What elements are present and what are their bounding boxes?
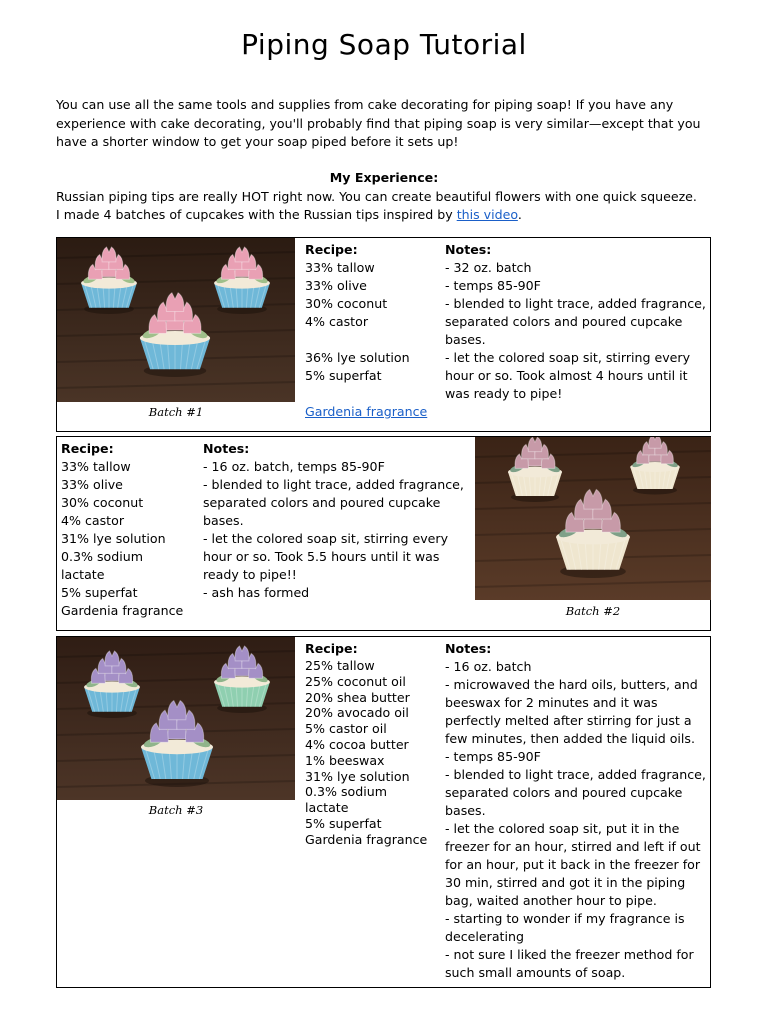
recipe-line: 4% castor <box>61 513 125 528</box>
page-title: Piping Soap Tutorial <box>241 28 527 61</box>
note-line: for an hour, put it back in the freezer for <box>445 857 701 872</box>
batch-1-box <box>56 237 711 432</box>
recipe-line: 31% lye solution <box>61 531 166 546</box>
experience-heading: My Experience: <box>329 170 439 185</box>
note-line: bases. <box>445 803 486 818</box>
note-line: - blended to light trace, added fragrance, <box>203 477 464 492</box>
intro-line: experience with cake decorating, you'll probably find that piping soap is very similar—except that you <box>56 115 701 131</box>
batch-2-recipe <box>61 440 201 620</box>
recipe-spacer <box>305 331 440 349</box>
recipe-line: 33% olive <box>61 477 123 492</box>
note-line: was ready to pipe! <box>445 386 563 401</box>
note-line: bag, waited another hour to pipe. <box>445 893 657 908</box>
note-line: beeswax for 2 minutes and it was <box>445 695 658 710</box>
note-line: separated colors and poured cupcake <box>445 785 683 800</box>
recipe-heading: Recipe: <box>305 641 358 656</box>
note-line: - temps 85-90F <box>445 749 541 764</box>
recipe-line: lactate <box>305 800 349 816</box>
note-line: 30 min, stirred and got it in the piping <box>445 875 686 890</box>
recipe-line: 33% tallow <box>61 459 131 474</box>
note-line: ready to pipe!! <box>203 567 297 582</box>
mauve-soap-cupcakes-photo <box>475 437 711 600</box>
note-line: - blended to light trace, added fragrance, <box>445 296 706 311</box>
note-line: - 32 oz. batch <box>445 260 532 275</box>
recipe-line: 5% superfat <box>305 815 382 831</box>
recipe-line: 4% cocoa butter <box>305 736 409 752</box>
notes-heading: Notes: <box>203 441 250 456</box>
recipe-line: 33% olive <box>305 278 367 293</box>
intro-paragraph <box>56 96 716 152</box>
gardenia-fragrance-link[interactable]: Gardenia fragrance <box>305 404 428 419</box>
batch-1-caption: Batch #1 <box>148 405 204 419</box>
recipe-line: 1% beeswax <box>305 752 385 768</box>
recipe-line: 36% lye solution <box>305 350 410 365</box>
batch-2-notes <box>203 440 473 602</box>
note-line: - let the colored soap sit, stirring every <box>203 531 449 546</box>
recipe-line: 30% coconut <box>305 296 388 311</box>
note-line: hour or so. Took almost 4 hours until it <box>445 368 688 383</box>
note-line: perfectly melted after stirring for just a <box>445 713 692 728</box>
note-line: - not sure I liked the freezer method for <box>445 947 694 962</box>
recipe-line: 20% shea butter <box>305 689 410 705</box>
note-line: bases. <box>445 332 486 347</box>
note-line: separated colors and poured cupcake <box>203 495 441 510</box>
recipe-line: 20% avocado oil <box>305 705 409 721</box>
recipe-line: 0.3% sodium <box>61 549 144 564</box>
recipe-line: 30% coconut <box>61 495 144 510</box>
note-line: - blended to light trace, added fragrance, <box>445 767 706 782</box>
note-line: such small amounts of soap. <box>445 965 626 980</box>
batch-3-recipe <box>305 640 440 848</box>
recipe-line: 31% lye solution <box>305 768 410 784</box>
note-line: few minutes, then added the liquid oils. <box>445 731 695 746</box>
recipe-line: 25% tallow <box>305 658 375 673</box>
intro-line: have a shorter window to get your soap piped before it sets up! <box>56 134 459 149</box>
recipe-heading: Recipe: <box>61 441 114 456</box>
note-line: - starting to wonder if my fragrance is <box>445 911 685 926</box>
recipe-line: 33% tallow <box>305 260 375 275</box>
purple-soap-cupcakes-photo <box>57 637 295 800</box>
note-line: - 16 oz. batch <box>445 659 532 674</box>
experience-text: I made 4 batches of cupcakes with the Russian tips inspired by <box>56 207 457 222</box>
note-line: decelerating <box>445 929 524 944</box>
batch-3-caption: Batch #3 <box>148 803 204 817</box>
recipe-line: Gardenia fragrance <box>305 831 428 847</box>
experience-period: . <box>517 207 522 222</box>
batch-1-recipe <box>305 241 440 421</box>
note-line: - microwaved the hard oils, butters, and <box>445 677 698 692</box>
experience-line <box>56 206 726 224</box>
note-line: - 16 oz. batch, temps 85-90F <box>203 459 385 474</box>
recipe-heading: Recipe: <box>305 242 358 257</box>
note-line: bases. <box>203 513 244 528</box>
note-line: - let the colored soap sit, put it in the <box>445 821 680 836</box>
recipe-line: Gardenia fragrance <box>61 603 184 618</box>
notes-heading: Notes: <box>445 242 492 257</box>
recipe-line: lactate <box>61 567 105 582</box>
intro-line: You can use all the same tools and supplies from cake decorating for piping soap! If you have any <box>56 97 674 112</box>
experience-line: Russian piping tips are really HOT right now. You can create beautiful flowers with one quick squeeze. <box>56 189 697 204</box>
batch-3-notes <box>445 640 710 982</box>
this-video-link[interactable]: this video <box>456 207 518 222</box>
recipe-spacer <box>305 385 440 403</box>
experience-paragraph <box>56 188 726 224</box>
note-line: - let the colored soap sit, stirring every <box>445 350 691 365</box>
note-line: freezer for an hour, stirred and left if out <box>445 839 701 854</box>
batch-2-caption: Batch #2 <box>565 604 621 618</box>
batch-2-box <box>56 436 711 631</box>
notes-heading: Notes: <box>445 641 492 656</box>
batch-1-notes <box>445 241 710 403</box>
recipe-line: 5% superfat <box>61 585 138 600</box>
recipe-line: 4% castor <box>305 314 369 329</box>
note-line: separated colors and poured cupcake <box>445 314 683 329</box>
recipe-line: 5% castor oil <box>305 721 387 737</box>
recipe-line: 0.3% sodium <box>305 784 388 800</box>
recipe-line: 5% superfat <box>305 368 382 383</box>
batch-3-box <box>56 636 711 988</box>
note-line: hour or so. Took 5.5 hours until it was <box>203 549 440 564</box>
pink-soap-cupcakes-photo <box>57 238 295 402</box>
recipe-line: 25% coconut oil <box>305 673 406 689</box>
note-line: - temps 85-90F <box>445 278 541 293</box>
note-line: - ash has formed <box>203 585 310 600</box>
